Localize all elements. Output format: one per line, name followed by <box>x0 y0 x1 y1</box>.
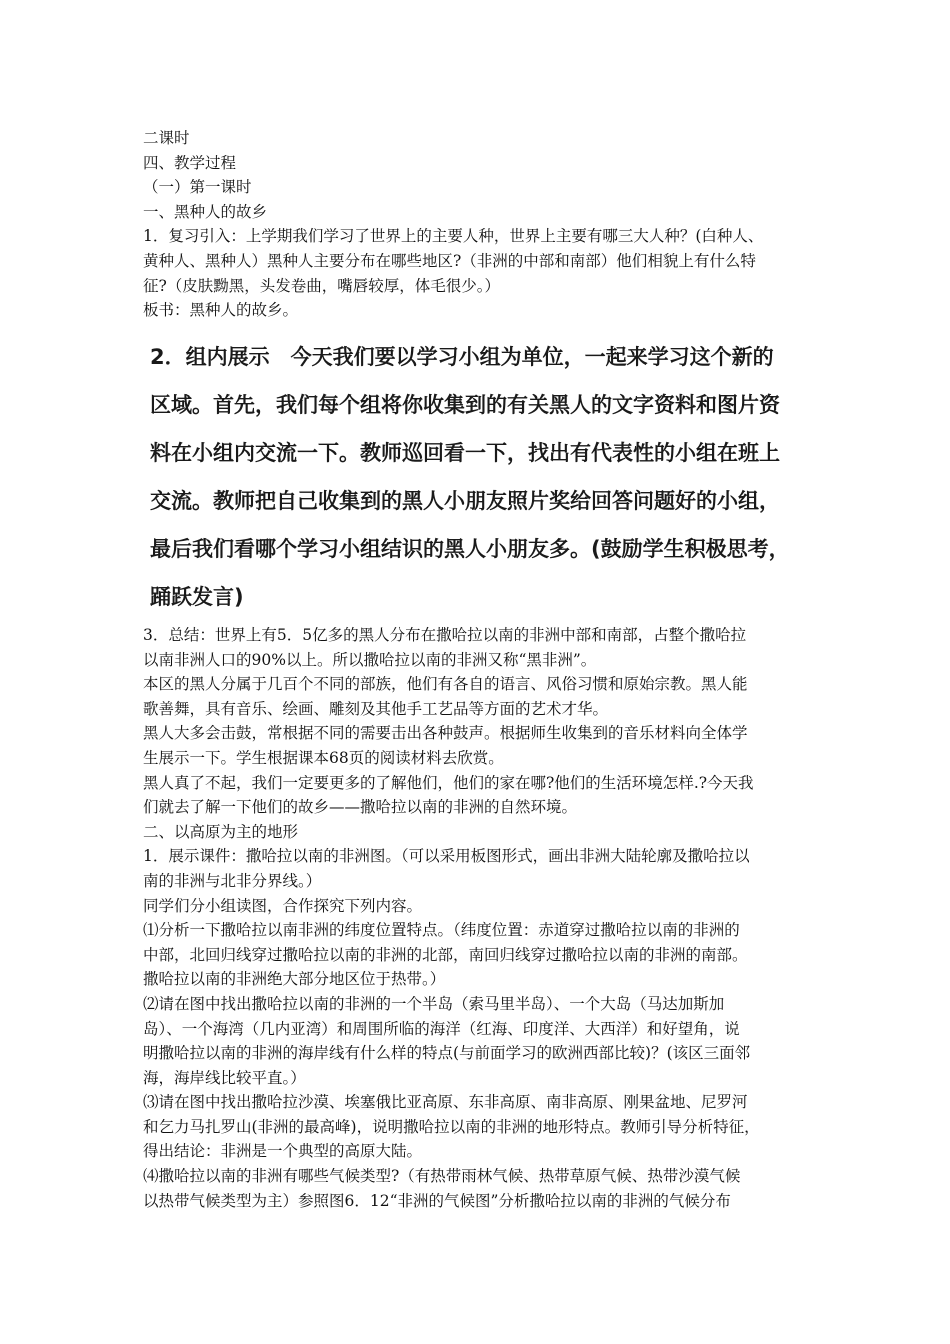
text-line: 岛）、一个海湾（几内亚湾）和周围所临的海洋（红海、印度洋、大西洋）和好望角，说 <box>143 1019 740 1038</box>
emphasis-line: 最后我们看哪个学习小组结识的黑人小朋友多。(鼓励学生积极思考， <box>150 537 790 561</box>
text-line: 征?（皮肤黝黑，头发卷曲，嘴唇较厚，体毛很少。） <box>143 276 501 295</box>
text-line: 歌善舞，具有音乐、绘画、雕刻及其他手工艺品等方面的艺术才华。 <box>143 699 609 718</box>
text-line: 南的非洲与北非分界线。） <box>143 871 322 890</box>
text-line: 撒哈拉以南的非洲绝大部分地区位于热带。） <box>143 970 446 989</box>
intro-section <box>143 126 815 323</box>
text-line: 3．总结：世界上有5．5亿多的黑人分布在撒哈拉以南的非洲中部和南部，占整个撒哈拉 <box>143 626 747 644</box>
text-line: 四、教学过程 <box>143 153 237 172</box>
emphasis-line: 区域。首先，我们每个组将你收集到的有关黑人的文字资料和图片资 <box>150 393 780 417</box>
text-line: 一、黑种人的故乡 <box>143 202 268 221</box>
text-line: 黑人大多会击鼓，常根据不同的需要击出各种鼓声。根据师生收集到的音乐材料向全体学 <box>143 724 748 743</box>
text-line: ⑴分析一下撒哈拉以南非洲的纬度位置特点。（纬度位置：赤道穿过撒哈拉以南的非洲的 <box>143 921 740 940</box>
text-line: 们就去了解一下他们的故乡——撒哈拉以南的非洲的自然环境。 <box>143 798 578 817</box>
text-line: （一）第一课时 <box>143 178 252 197</box>
group-display-paragraph <box>150 333 816 621</box>
main-section <box>143 623 815 1213</box>
text-line: ⑶请在图中找出撒哈拉沙漠、埃塞俄比亚高原、东非高原、南非高原、刚果盆地、尼罗河 <box>143 1093 748 1112</box>
emphasis-line: 料在小组内交流一下。教师巡回看一下，找出有代表性的小组在班上 <box>150 441 780 465</box>
text-line: 黄种人、黑种人）黑种人主要分布在哪些地区?（非洲的中部和南部）他们相貌上有什么特 <box>143 251 756 270</box>
text-line: 黑人真了不起，我们一定要更多的了解他们，他们的家在哪?他们的生活环境怎样.?今天我 <box>143 773 754 792</box>
text-line: 得出结论：非洲是一个典型的高原大陆。 <box>143 1142 423 1161</box>
text-line: 以热带气候类型为主）参照图6．12“非洲的气候图”分析撒哈拉以南的非洲的气候分布 <box>143 1191 731 1210</box>
text-line: 1．复习引入：上学期我们学习了世界上的主要人种，世界上主要有哪三大人种？(白种人、 <box>143 227 764 246</box>
text-line: 1．展示课件：撒哈拉以南的非洲图。（可以采用板图形式，画出非洲大陆轮廓及撒哈拉以 <box>143 847 750 866</box>
text-line: 明撒哈拉以南的非洲的海岸线有什么样的特点(与前面学习的欧洲西部比较)？(该区三面邻 <box>143 1044 751 1063</box>
text-line: 本区的黑人分属于几百个不同的部族，他们有各自的语言、风俗习惯和原始宗教。黑人能 <box>143 675 748 694</box>
text-line: 和乞力马扎罗山(非洲的最高峰)，说明撒哈拉以南的非洲的地形特点。教师引导分析特征， <box>143 1117 760 1136</box>
text-line: 同学们分小组读图，合作探究下列内容。 <box>143 896 423 915</box>
text-line: 海，海岸线比较平直。） <box>143 1068 306 1087</box>
emphasis-line: 2．组内展示 今天我们要以学习小组为单位，一起来学习这个新的 <box>150 345 774 369</box>
text-line: 板书：黑种人的故乡。 <box>143 301 299 320</box>
text-line: 中部，北回归线穿过撒哈拉以南的非洲的北部，南回归线穿过撒哈拉以南的非洲的南部。 <box>143 945 748 964</box>
text-line: 以南非洲人口的90%以上。所以撒哈拉以南的非洲又称“黑非洲”。 <box>143 650 597 669</box>
text-line: 二课时 <box>143 129 190 147</box>
text-line: 生展示一下。学生根据课本68页的阅读材料去欣赏。 <box>143 748 504 767</box>
text-line: ⑵请在图中找出撒哈拉以南的非洲的一个半岛（索马里半岛）、一个大岛（马达加斯加 <box>143 994 725 1013</box>
emphasis-line: 交流。教师把自己收集到的黑人小朋友照片奖给回答问题好的小组， <box>150 489 780 513</box>
text-line: ⑷撒哈拉以南的非洲有哪些气候类型?（有热带雨林气候、热带草原气候、热带沙漠气候 <box>143 1167 741 1186</box>
section-heading: 二、以高原为主的地形 <box>143 822 299 841</box>
emphasis-line: 踊跃发言) <box>150 585 244 609</box>
